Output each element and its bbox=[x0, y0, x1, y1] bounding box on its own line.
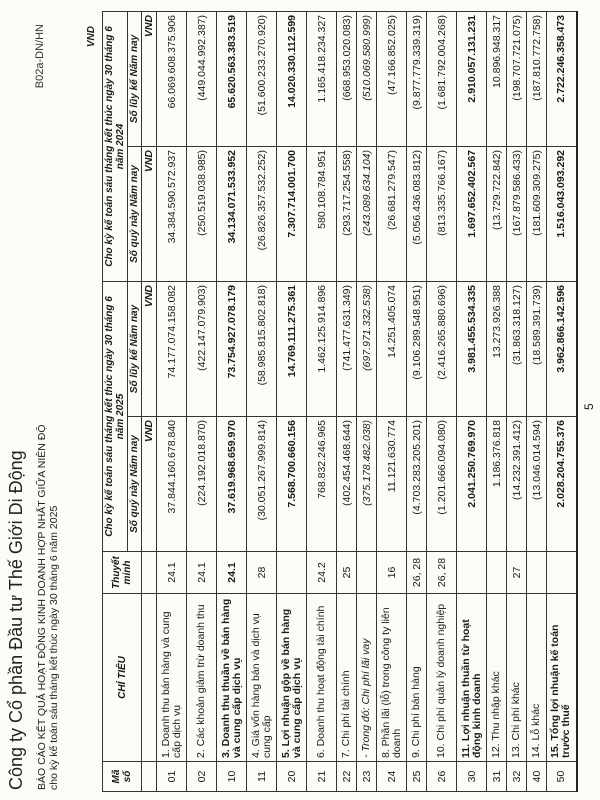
unit-label: VND bbox=[142, 281, 157, 416]
table-row bbox=[547, 11, 577, 791]
row-y2025: 14.251.405.074 bbox=[377, 281, 407, 416]
table-row bbox=[277, 11, 307, 791]
unit-label: VND bbox=[142, 417, 157, 552]
row-code: 22 bbox=[337, 762, 357, 792]
row-q2024: 34.384.590.572.937 bbox=[157, 146, 187, 281]
row-label: 14. Lỗ khác bbox=[527, 594, 547, 762]
row-y2024: (668.953.020.083) bbox=[337, 11, 357, 146]
row-label: 4. Giá vốn hàng bán và dịch vụ cung cấp bbox=[247, 594, 277, 762]
header-period-2024: Cho kỳ kế toán sáu tháng kết thúc ngày 30 tháng 6 năm 2024 bbox=[103, 11, 128, 281]
table-row bbox=[507, 11, 527, 791]
row-label: 10. Chi phí quản lý doanh nghiệp bbox=[427, 594, 457, 762]
row-y2025: 3.981.455.534.335 bbox=[457, 281, 487, 416]
row-note: 16 bbox=[377, 552, 407, 594]
row-q2025: (1.201.666.094.080) bbox=[427, 417, 457, 552]
row-y2025: (422.147.079.903) bbox=[187, 281, 217, 416]
row-y2024: (47.166.852.025) bbox=[377, 11, 407, 146]
row-y2025: 74.177.074.158.082 bbox=[157, 281, 187, 416]
row-label: 7. Chi phí tài chính bbox=[337, 594, 357, 762]
table-row bbox=[407, 11, 427, 791]
statement-body bbox=[157, 11, 577, 791]
row-code: 02 bbox=[187, 762, 217, 792]
row-note bbox=[487, 552, 507, 594]
form-code: B02a-DN/HN bbox=[34, 24, 46, 89]
row-q2025: 37.844.160.678.840 bbox=[157, 417, 187, 552]
row-note: 26, 28 bbox=[427, 552, 457, 594]
row-q2024: (26.681.279.547) bbox=[377, 146, 407, 281]
table-row bbox=[337, 11, 357, 791]
row-q2025: 37.619.968.659.970 bbox=[217, 417, 247, 552]
row-q2025: (402.454.468.644) bbox=[337, 417, 357, 552]
row-code: 40 bbox=[527, 762, 547, 792]
row-q2025: 7.568.700.660.156 bbox=[277, 417, 307, 552]
currency-unit: VND bbox=[86, 26, 97, 48]
row-y2024: 66.069.608.375.906 bbox=[157, 11, 187, 146]
row-label: 1. Doanh thu bán hàng và cung cấp dịch vụ bbox=[157, 594, 187, 762]
row-q2025: 2.041.250.769.970 bbox=[457, 417, 487, 552]
row-y2024: (510.069.580.999) bbox=[357, 11, 377, 146]
row-code: 11 bbox=[247, 762, 277, 792]
row-y2024: (51.600.233.270.920) bbox=[247, 11, 277, 146]
table-row bbox=[187, 11, 217, 791]
row-label: 2. Các khoản giảm trừ doanh thu bbox=[187, 594, 217, 762]
table-row bbox=[357, 11, 377, 791]
row-q2025: (13.046.014.594) bbox=[527, 417, 547, 552]
row-y2024: 2.722.246.358.473 bbox=[547, 11, 577, 146]
row-y2024: 1.165.418.234.327 bbox=[307, 11, 337, 146]
table-row bbox=[307, 11, 337, 791]
header-row-unit bbox=[142, 11, 157, 791]
row-q2025: (224.192.018.870) bbox=[187, 417, 217, 552]
row-q2024: 580.108.784.951 bbox=[307, 146, 337, 281]
row-q2025: 2.028.204.755.376 bbox=[547, 417, 577, 552]
row-note: 28 bbox=[247, 552, 277, 594]
header-thuyet-minh: Thuyết minh bbox=[103, 552, 142, 594]
row-q2024: (250.519.038.985) bbox=[187, 146, 217, 281]
header-quarter-2024: Số quý này Năm nay bbox=[128, 146, 142, 281]
row-q2025: 1.186.376.818 bbox=[487, 417, 507, 552]
unit-label: VND bbox=[142, 146, 157, 281]
row-q2024: (243.089.634.104) bbox=[357, 146, 377, 281]
row-code: 10 bbox=[217, 762, 247, 792]
row-q2024: (167.879.586.433) bbox=[507, 146, 527, 281]
row-note: 24.1 bbox=[217, 552, 247, 594]
row-note bbox=[547, 552, 577, 594]
row-note: 25 bbox=[337, 552, 357, 594]
row-y2024: 14.020.330.112.599 bbox=[277, 11, 307, 146]
report-heading bbox=[36, 424, 60, 790]
table-row bbox=[157, 11, 187, 791]
row-note bbox=[357, 552, 377, 594]
row-code: 31 bbox=[487, 762, 507, 792]
row-q2025: (4.703.283.205.201) bbox=[407, 417, 427, 552]
table-row bbox=[427, 11, 457, 791]
row-label: 5. Lợi nhuận gộp về bán hàng và cung cấp dịch vụ bbox=[277, 594, 307, 762]
row-y2025: (31.863.318.127) bbox=[507, 281, 527, 416]
row-label: 13. Chi phí khác bbox=[507, 594, 527, 762]
row-label: 3. Doanh thu thuần về bán hàng và cung cấp dịch vụ bbox=[217, 594, 247, 762]
table-row bbox=[247, 11, 277, 791]
row-code: 50 bbox=[547, 762, 577, 792]
header-chi-tieu: CHỈ TIÊU bbox=[103, 594, 142, 762]
report-period: cho kỳ kế toán sáu tháng kết thúc ngày 30 tháng 6 năm 2025 bbox=[48, 505, 60, 790]
row-q2025: 11.121.630.774 bbox=[377, 417, 407, 552]
row-y2025: 1.462.125.914.896 bbox=[307, 281, 337, 416]
header-ma-so: Mã số bbox=[103, 762, 142, 792]
row-label: 15. Tổng lợi nhuận kế toán trước thuế bbox=[547, 594, 577, 762]
row-code: 24 bbox=[377, 762, 407, 792]
header-ytd-2025: Số lũy kế Năm nay bbox=[128, 281, 142, 416]
report-title: BÁO CÁO KẾT QUẢ HOẠT ĐỘNG KINH DOANH HỢP NHẤT GIỮA NIÊN ĐỘ bbox=[36, 424, 48, 790]
row-y2025: 73.754.927.078.179 bbox=[217, 281, 247, 416]
row-note: 24.1 bbox=[157, 552, 187, 594]
row-y2024: 10.896.948.317 bbox=[487, 11, 507, 146]
page-number: 5 bbox=[582, 403, 596, 410]
row-y2024: (449.044.992.387) bbox=[187, 11, 217, 146]
company-name: Công ty Cổ phần Đầu tư Thế Giới Di Động bbox=[6, 450, 26, 790]
row-q2025: (30.051.267.999.814) bbox=[247, 417, 277, 552]
row-y2025: (9.106.289.548.951) bbox=[407, 281, 427, 416]
row-y2025: (697.971.332.538) bbox=[357, 281, 377, 416]
row-note bbox=[277, 552, 307, 594]
row-y2025: 13.273.926.388 bbox=[487, 281, 507, 416]
table-row bbox=[457, 11, 487, 791]
unit-label: VND bbox=[142, 11, 157, 146]
table-row bbox=[487, 11, 507, 791]
row-y2024: (9.877.779.339.319) bbox=[407, 11, 427, 146]
row-code: 20 bbox=[277, 762, 307, 792]
row-y2025: (741.477.631.349) bbox=[337, 281, 357, 416]
row-q2024: (181.609.309.275) bbox=[527, 146, 547, 281]
row-label: 11. Lợi nhuận thuần từ hoạt động kinh doanh bbox=[457, 594, 487, 762]
row-q2024: 34.134.071.533.952 bbox=[217, 146, 247, 281]
row-note: 24.1 bbox=[187, 552, 217, 594]
income-statement-table bbox=[102, 11, 578, 792]
row-y2025: 3.962.866.142.596 bbox=[547, 281, 577, 416]
row-y2024: (198.707.721.075) bbox=[507, 11, 527, 146]
header-ytd-2024: Số lũy kế Năm nay bbox=[128, 11, 142, 146]
row-label: 6. Doanh thu hoạt động tài chính bbox=[307, 594, 337, 762]
row-label: - Trong đó: Chi phí lãi vay bbox=[357, 594, 377, 762]
row-q2024: (293.717.254.558) bbox=[337, 146, 357, 281]
row-y2024: 2.910.057.131.231 bbox=[457, 11, 487, 146]
row-q2024: 7.307.714.001.700 bbox=[277, 146, 307, 281]
row-code: 01 bbox=[157, 762, 187, 792]
row-label: 9. Chi phí bán hàng bbox=[407, 594, 427, 762]
row-y2024: 65.620.563.383.519 bbox=[217, 11, 247, 146]
row-y2025: (2.416.265.880.696) bbox=[427, 281, 457, 416]
table-row bbox=[377, 11, 407, 791]
row-y2024: (187.810.772.758) bbox=[527, 11, 547, 146]
row-code: 32 bbox=[507, 762, 527, 792]
row-note bbox=[527, 552, 547, 594]
table-row bbox=[217, 11, 247, 791]
header-period-2025: Cho kỳ kế toán sáu tháng kết thúc ngày 30 tháng 6 năm 2025 bbox=[103, 281, 128, 551]
row-note: 26, 28 bbox=[407, 552, 427, 594]
header-quarter-2025: Số quý này Năm nay bbox=[128, 417, 142, 552]
row-y2025: 14.769.111.275.361 bbox=[277, 281, 307, 416]
row-q2024: (813.335.766.167) bbox=[427, 146, 457, 281]
row-q2024: 1.516.043.093.292 bbox=[547, 146, 577, 281]
table-row bbox=[527, 11, 547, 791]
row-label: 12. Thu nhập khác bbox=[487, 594, 507, 762]
row-code: 25 bbox=[407, 762, 427, 792]
row-code: 30 bbox=[457, 762, 487, 792]
row-q2024: (5.056.436.083.812) bbox=[407, 146, 427, 281]
row-code: 23 bbox=[357, 762, 377, 792]
row-code: 26 bbox=[427, 762, 457, 792]
row-q2025: (14.232.391.412) bbox=[507, 417, 527, 552]
row-y2025: (18.589.391.739) bbox=[527, 281, 547, 416]
row-note bbox=[457, 552, 487, 594]
row-q2024: (26.826.357.532.252) bbox=[247, 146, 277, 281]
row-q2025: 768.832.246.965 bbox=[307, 417, 337, 552]
row-note: 27 bbox=[507, 552, 527, 594]
row-code: 21 bbox=[307, 762, 337, 792]
row-q2024: (13.729.722.842) bbox=[487, 146, 507, 281]
row-q2025: (375.178.482.038) bbox=[357, 417, 377, 552]
row-label: 8. Phần lãi (lỗ) trong công ty liên doanh bbox=[377, 594, 407, 762]
header-row-group bbox=[103, 11, 128, 791]
row-note: 24.2 bbox=[307, 552, 337, 594]
row-y2024: (1.681.792.004.268) bbox=[427, 11, 457, 146]
row-q2024: 1.697.652.402.567 bbox=[457, 146, 487, 281]
row-y2025: (58.985.815.802.818) bbox=[247, 281, 277, 416]
